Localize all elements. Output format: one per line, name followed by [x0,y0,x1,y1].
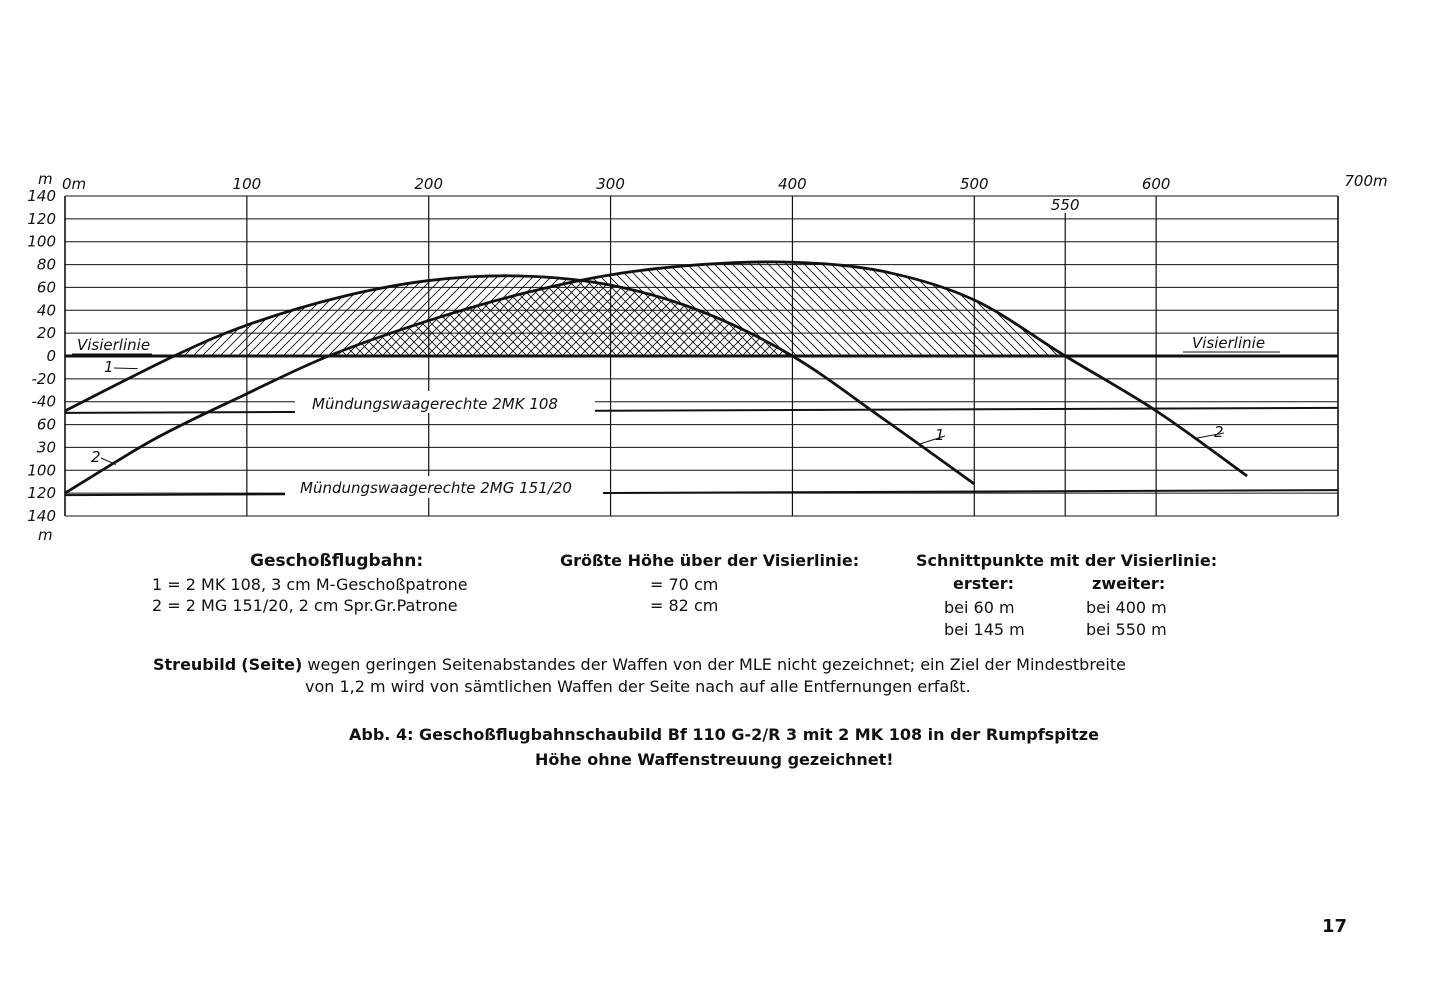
legend-col2-title: Größte Höhe über der Visierlinie: [560,551,860,570]
x-tick-label: 500 [959,175,989,193]
x-tick-label: 600 [1141,175,1171,193]
y-tick-label: 30 [36,438,56,457]
y-tick-label: 60 [36,278,56,297]
series-label-1: 1 [935,426,945,444]
caption-line1: Abb. 4: Geschoßflugbahnschaubild Bf 110 G-2/R 3 mit 2 MK 108 in der Rumpfspitze [349,725,1099,744]
note-bold1: Streubild [153,655,237,674]
legend-col3-r2b: bei 550 m [1086,620,1167,639]
y-tick-label: 40 [36,301,56,320]
series-leader-1 [114,368,138,369]
x-tick-label: 300 [596,175,625,193]
note-line1-rest: wegen geringen Seitenabstandes der Waffen von der MLE nicht gezeichnet; ein Ziel der Mindestbreite [307,655,1126,674]
y-tick-label: 120 [27,209,56,228]
x-extra-label: 550 [1050,195,1080,214]
legend-col3-title: Schnittpunkte mit der Visierlinie: [916,551,1218,570]
x-end-label: 700m [1344,172,1388,190]
legend-col1-line1: 1 = 2 MK 108, 3 cm M-Geschoßpatrone [152,575,468,594]
x-tick-label: 100 [232,175,262,193]
series-label-1: 1 [104,358,114,376]
muzzle-label-mk108: Mündungswaagerechte 2MK 108 [312,395,558,413]
y-tick-label: 80 [36,255,56,274]
y-tick-label: -40 [31,392,56,411]
legend-col1-line2: 2 = 2 MG 151/20, 2 cm Spr.Gr.Patrone [152,596,458,615]
legend-col3-sub2: zweiter: [1092,574,1166,593]
x-tick-label: 400 [778,175,807,193]
y-tick-label: 100 [27,461,56,480]
y-tick-label: 120 [27,484,56,503]
y-tick-label: 20 [36,324,56,343]
caption-line2: Höhe ohne Waffenstreuung gezeichnet! [535,750,894,769]
visierlinie-right-label: Visierlinie [1192,334,1266,352]
legend-col2-line1: = 70 cm [650,575,719,594]
legend-col2-line2: = 82 cm [650,596,719,615]
y-unit-bottom: m [38,526,53,544]
x-zero-label: 0m [62,175,87,193]
y-tick-label: 60 [36,415,56,434]
trajectory-series [65,262,1247,493]
y-tick-label: 0 [46,347,56,365]
y-tick-label: 140 [27,187,56,205]
muzzle-label-mg151: Mündungswaagerechte 2MG 151/20 [300,479,572,497]
legend-col3-r1b: bei 400 m [1086,598,1167,617]
visierlinie-left-label: Visierlinie [77,336,151,354]
series-leader-2 [101,458,116,465]
series-label-2: 2 [91,448,101,466]
note-line2: von 1,2 m wird von sämtlichen Waffen der Seite nach auf alle Entfernungen erfaßt. [305,677,971,696]
series-label-2: 2 [1214,423,1224,441]
legend-col3-r2a: bei 145 m [944,620,1025,639]
legend-col1-title: Geschoßflugbahn: [250,551,424,571]
note-line1 [153,655,1126,674]
legend-col3-sub1: erster: [953,574,1015,593]
muzzle-lines [65,391,1338,498]
muzzle-line-mk108 [65,408,1338,413]
legend-col3-r1a: bei 60 m [944,598,1015,617]
y-tick-label: -20 [31,369,56,388]
y-tick-label: 100 [27,232,56,251]
x-tick-label: 200 [414,175,444,193]
note-bold2: (Seite) [241,655,303,674]
y-unit-top: m [38,170,53,188]
y-tick-label: 140 [27,507,56,525]
page-number: 17 [1322,916,1348,937]
